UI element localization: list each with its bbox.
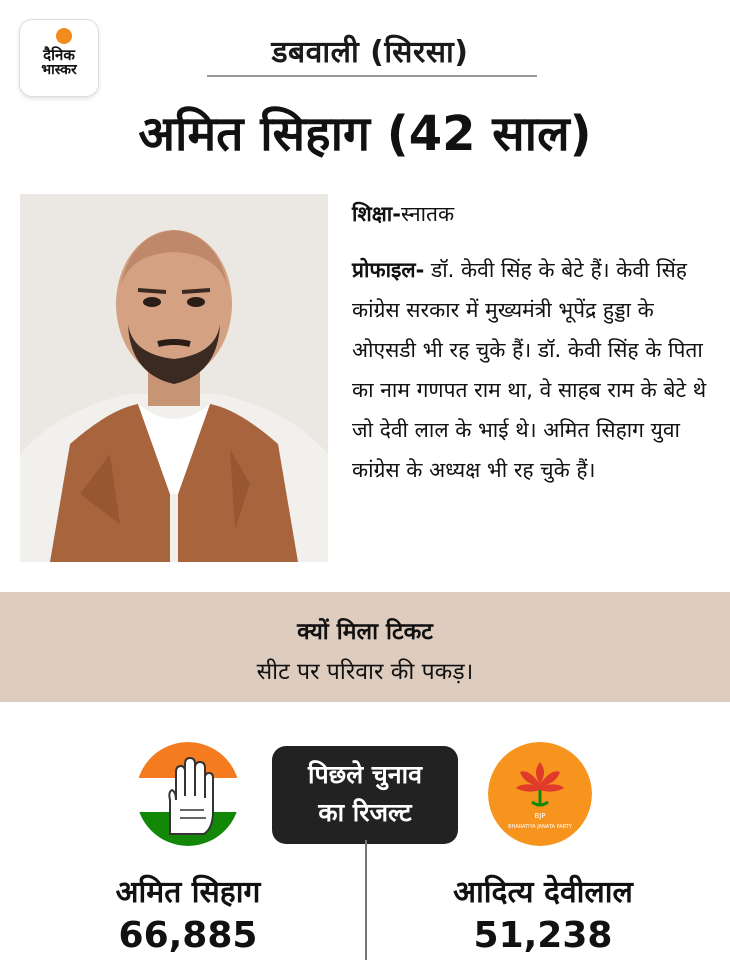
candidate-portrait-icon [20,194,328,562]
profile-text: डॉ. केवी सिंह के बेटे हैं। केवी सिंह कांग्रेस सरकार में मुख्यमंत्री भूपेंद्र हुड्डा के ओएसडी भी रह चुके हैं। डॉ. केवी सिंह के पिता का नाम गणपत राम था, वे साहब राम के बेटे थे जो देवी लाल के भाई थे। अमित सिहाग युवा कांग्रेस के अध्यक्ष भी रह चुके हैं। [352,258,707,482]
ticket-reason-band [0,592,730,702]
profile-paragraph [352,250,712,490]
result-box-line1: पिछले चुनाव [308,760,422,789]
candidate-title: अमित सिहाग (42 साल) [138,106,592,162]
congress-logo-icon [136,742,240,846]
result-box-line2: का रिजल्ट [318,798,412,827]
candidate-votes: 66,885 [118,915,258,956]
logo-line2: भास्कर [41,61,77,78]
education-line [352,198,712,230]
dainik-bhaskar-logo [20,20,98,96]
candidate-result-left [38,870,338,956]
sun-icon [56,28,72,44]
constituency-underline [207,75,537,77]
candidate-name: अमित सिहाग [115,875,261,910]
logo-line1: दैनिक [43,45,75,64]
bjp-logo-icon [488,742,592,846]
ticket-reason: सीट पर परिवार की पकड़। [256,659,474,685]
candidate-info [352,198,712,490]
previous-result-label [272,746,458,844]
candidate-votes: 51,238 [473,915,613,956]
education-value: स्नातक [400,202,455,226]
education-label: शिक्षा- [352,202,401,226]
profile-label: प्रोफाइल- [352,258,425,282]
bjp-full-name: BHARATIYA JANATA PARTY [508,824,572,830]
constituency-title: डबवाली (सिरसा) [271,35,469,70]
candidate-photo [20,194,328,562]
candidate-name: आदित्य देवीलाल [453,875,633,910]
results-divider [365,840,367,960]
ticket-title: क्यों मिला टिकट [297,619,433,645]
candidate-result-right [393,870,693,956]
bjp-abbr: BJP [534,812,546,820]
